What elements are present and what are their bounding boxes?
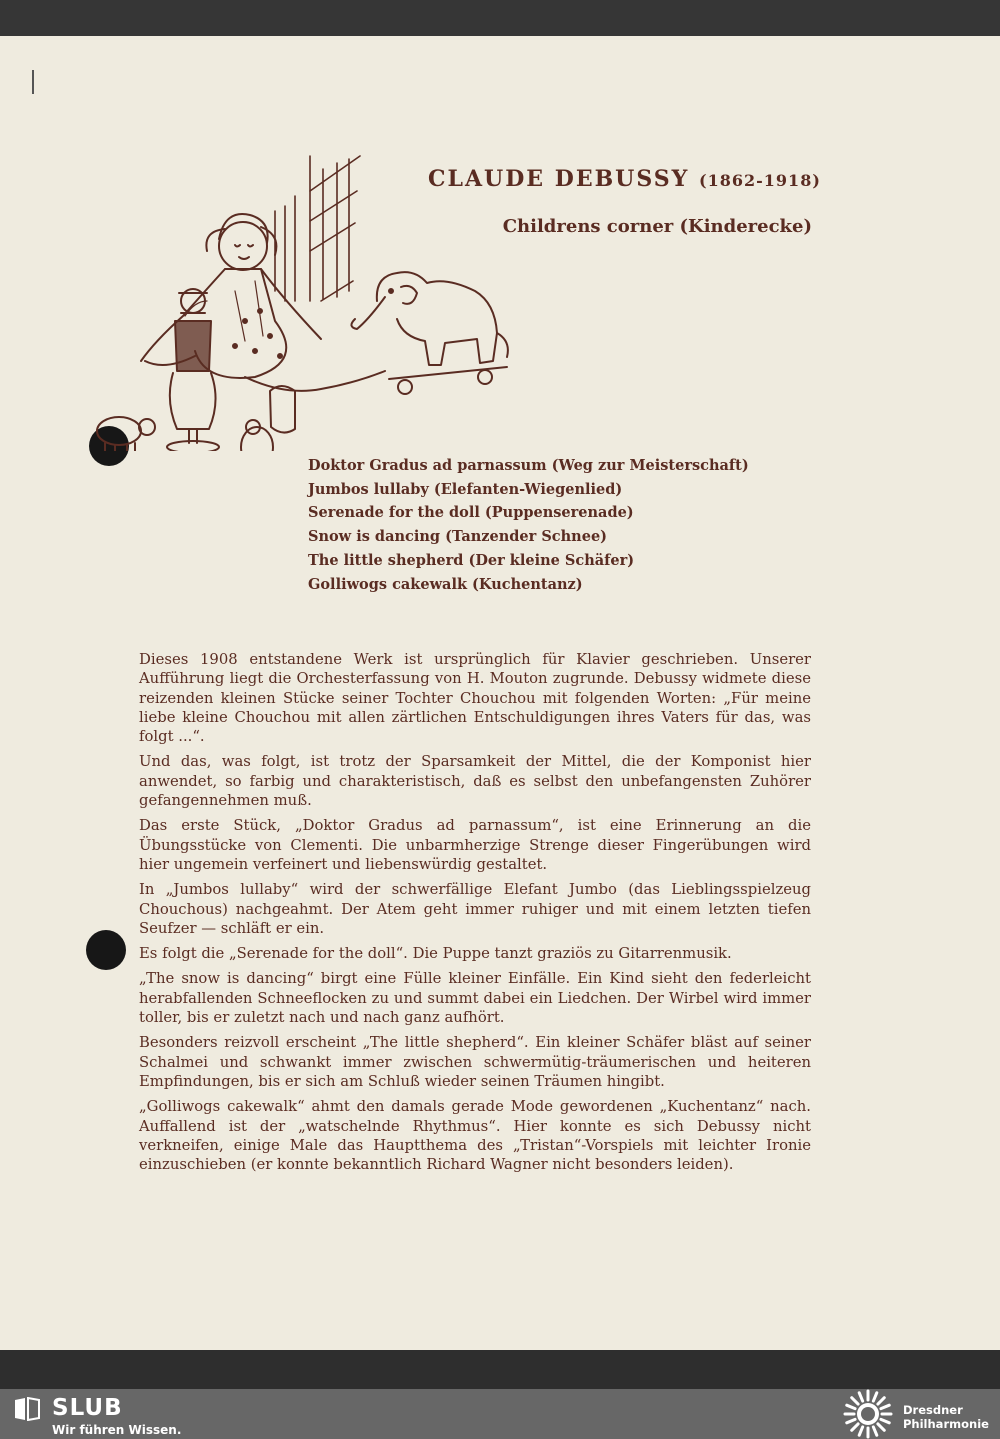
movement-item: Doktor Gradus ad parnassum (Weg zur Meisterschaft) xyxy=(308,457,749,474)
library-tagline: Wir führen Wissen. xyxy=(52,1423,182,1437)
page-edge-mark xyxy=(32,70,34,94)
paragraph: Besonders reizvoll erscheint „The little shepherd“. Ein kleiner Schäfer bläst auf seiner Schalmei und schwankt immer zwischen schwermütig-träumerischen und heiteren Empfindungen, bis er sich am Schluß wieder seinen Träumen hingibt. xyxy=(139,1034,811,1090)
punch-hole-lower xyxy=(86,930,126,970)
partner-name-line2: Philharmonie xyxy=(903,1417,989,1431)
paragraph: Es folgt die „Serenade for the doll“. Die Puppe tanzt graziös zu Gitarrenmusik. xyxy=(139,945,732,963)
scan-border-bottom xyxy=(0,1350,1000,1389)
composer-name: CLAUDE DEBUSSY xyxy=(428,166,690,192)
paragraph: Und das, was folgt, ist trotz der Sparsamkeit der Mittel, die der Komponist hier anwendet, so farbig und charakteristisch, daß es selbst den unbefangensten Zuhörer gefangennehmen muß. xyxy=(139,753,811,810)
movement-item: Snow is dancing (Tanzender Schnee) xyxy=(308,528,608,546)
sunburst-ray xyxy=(859,1427,862,1435)
movement-item: The little shepherd (Der kleine Schäfer) xyxy=(308,551,635,569)
window-lattice xyxy=(275,156,360,301)
partner-name xyxy=(903,1403,999,1431)
document-page xyxy=(0,36,1000,1350)
paragraph: Das erste Stück, „Doktor Gradus ad parnassum“, ist eine Erinnerung an die Übungsstücke von Clementi. Die unbarmherzige Strenge dieser Fingerübungen wird hier ungemein verfeinert und liebenswürdig gestaltet. xyxy=(139,817,811,873)
movement-item: Golliwogs cakewalk (Kuchentanz) xyxy=(308,575,583,593)
partner-name-line1: Dresdner xyxy=(903,1403,963,1417)
sunburst-ray xyxy=(847,1419,855,1422)
sunburst-ray xyxy=(878,1398,884,1404)
sheep-right xyxy=(241,420,273,451)
sunburst-ray xyxy=(878,1424,884,1430)
sunburst-ray xyxy=(881,1405,889,1408)
slub-book-icon xyxy=(14,1397,40,1421)
sunburst-ray xyxy=(873,1393,876,1401)
footer-bar xyxy=(0,1389,1000,1439)
paragraph: „The snow is dancing“ birgt eine Fülle kleiner Einfälle. Ein Kind sieht den federleicht herabfallenden Schneeflocken zu und summt dabei ein Liedchen. Der Wirbel wird immer toller, bis er zuletzt nach und nach ganz aufhört. xyxy=(139,970,811,1027)
library-name: SLUB xyxy=(52,1395,123,1421)
paragraph: „Golliwogs cakewalk“ ahmt den damals gerade Mode gewordenen „Kuchentanz“ nach. Auffallend ist der „watschelnde Rhythmus“. Hier konnte es sich Debussy nicht verkneifen, einige Male das Hauptthema des „Tristan“-Vorspiels mit leichter Ironie einzuschieben (er konnte bekanntlich Richard Wagner nicht besonders leiden). xyxy=(139,1098,811,1174)
paragraph: In „Jumbos lullaby“ wird der schwerfällige Elefant Jumbo (das Lieblingsspielzeug Chouchous) nachgeahmt. Der Atem geht immer ruhiger und mit einem letzten tiefen Seufzer — schläft er ein. xyxy=(139,881,811,937)
children-toys-illustration xyxy=(85,151,525,451)
paragraph: Dieses 1908 entstandene Werk ist ursprünglich für Klavier geschrieben. Unserer Aufführung liegt die Orchesterfassung von H. Mouton zugrunde. Debussy widmete diese reizenden kleinen Stücke seiner Tochter Chouchou mit folgenden Worten: „Für meine liebe kleine Chouchou mit allen zärtlichen Entschuldigungen ihres Vaters für das, was folgt ...“. xyxy=(139,651,811,746)
sunburst-ray xyxy=(881,1419,889,1422)
movement-item: Serenade for the doll (Puppenserenade) xyxy=(308,504,634,522)
doll-figure xyxy=(167,289,219,451)
work-title: Childrens corner (Kinderecke) xyxy=(502,216,812,237)
sheep-left xyxy=(97,417,155,451)
scan-border-top xyxy=(0,0,1000,36)
sunburst-ray xyxy=(852,1398,858,1404)
philharmonie-sunburst-icon xyxy=(842,1389,894,1439)
sunburst-ray xyxy=(873,1427,876,1435)
composer-years: (1862-1918) xyxy=(699,171,821,190)
movement-list xyxy=(308,454,749,596)
movement-item: Jumbos lullaby (Elefanten-Wiegenlied) xyxy=(308,480,623,498)
program-notes xyxy=(139,650,811,1180)
sunburst-ray xyxy=(859,1393,862,1401)
sunburst-ray xyxy=(852,1424,858,1430)
sunburst-ray xyxy=(847,1405,855,1408)
